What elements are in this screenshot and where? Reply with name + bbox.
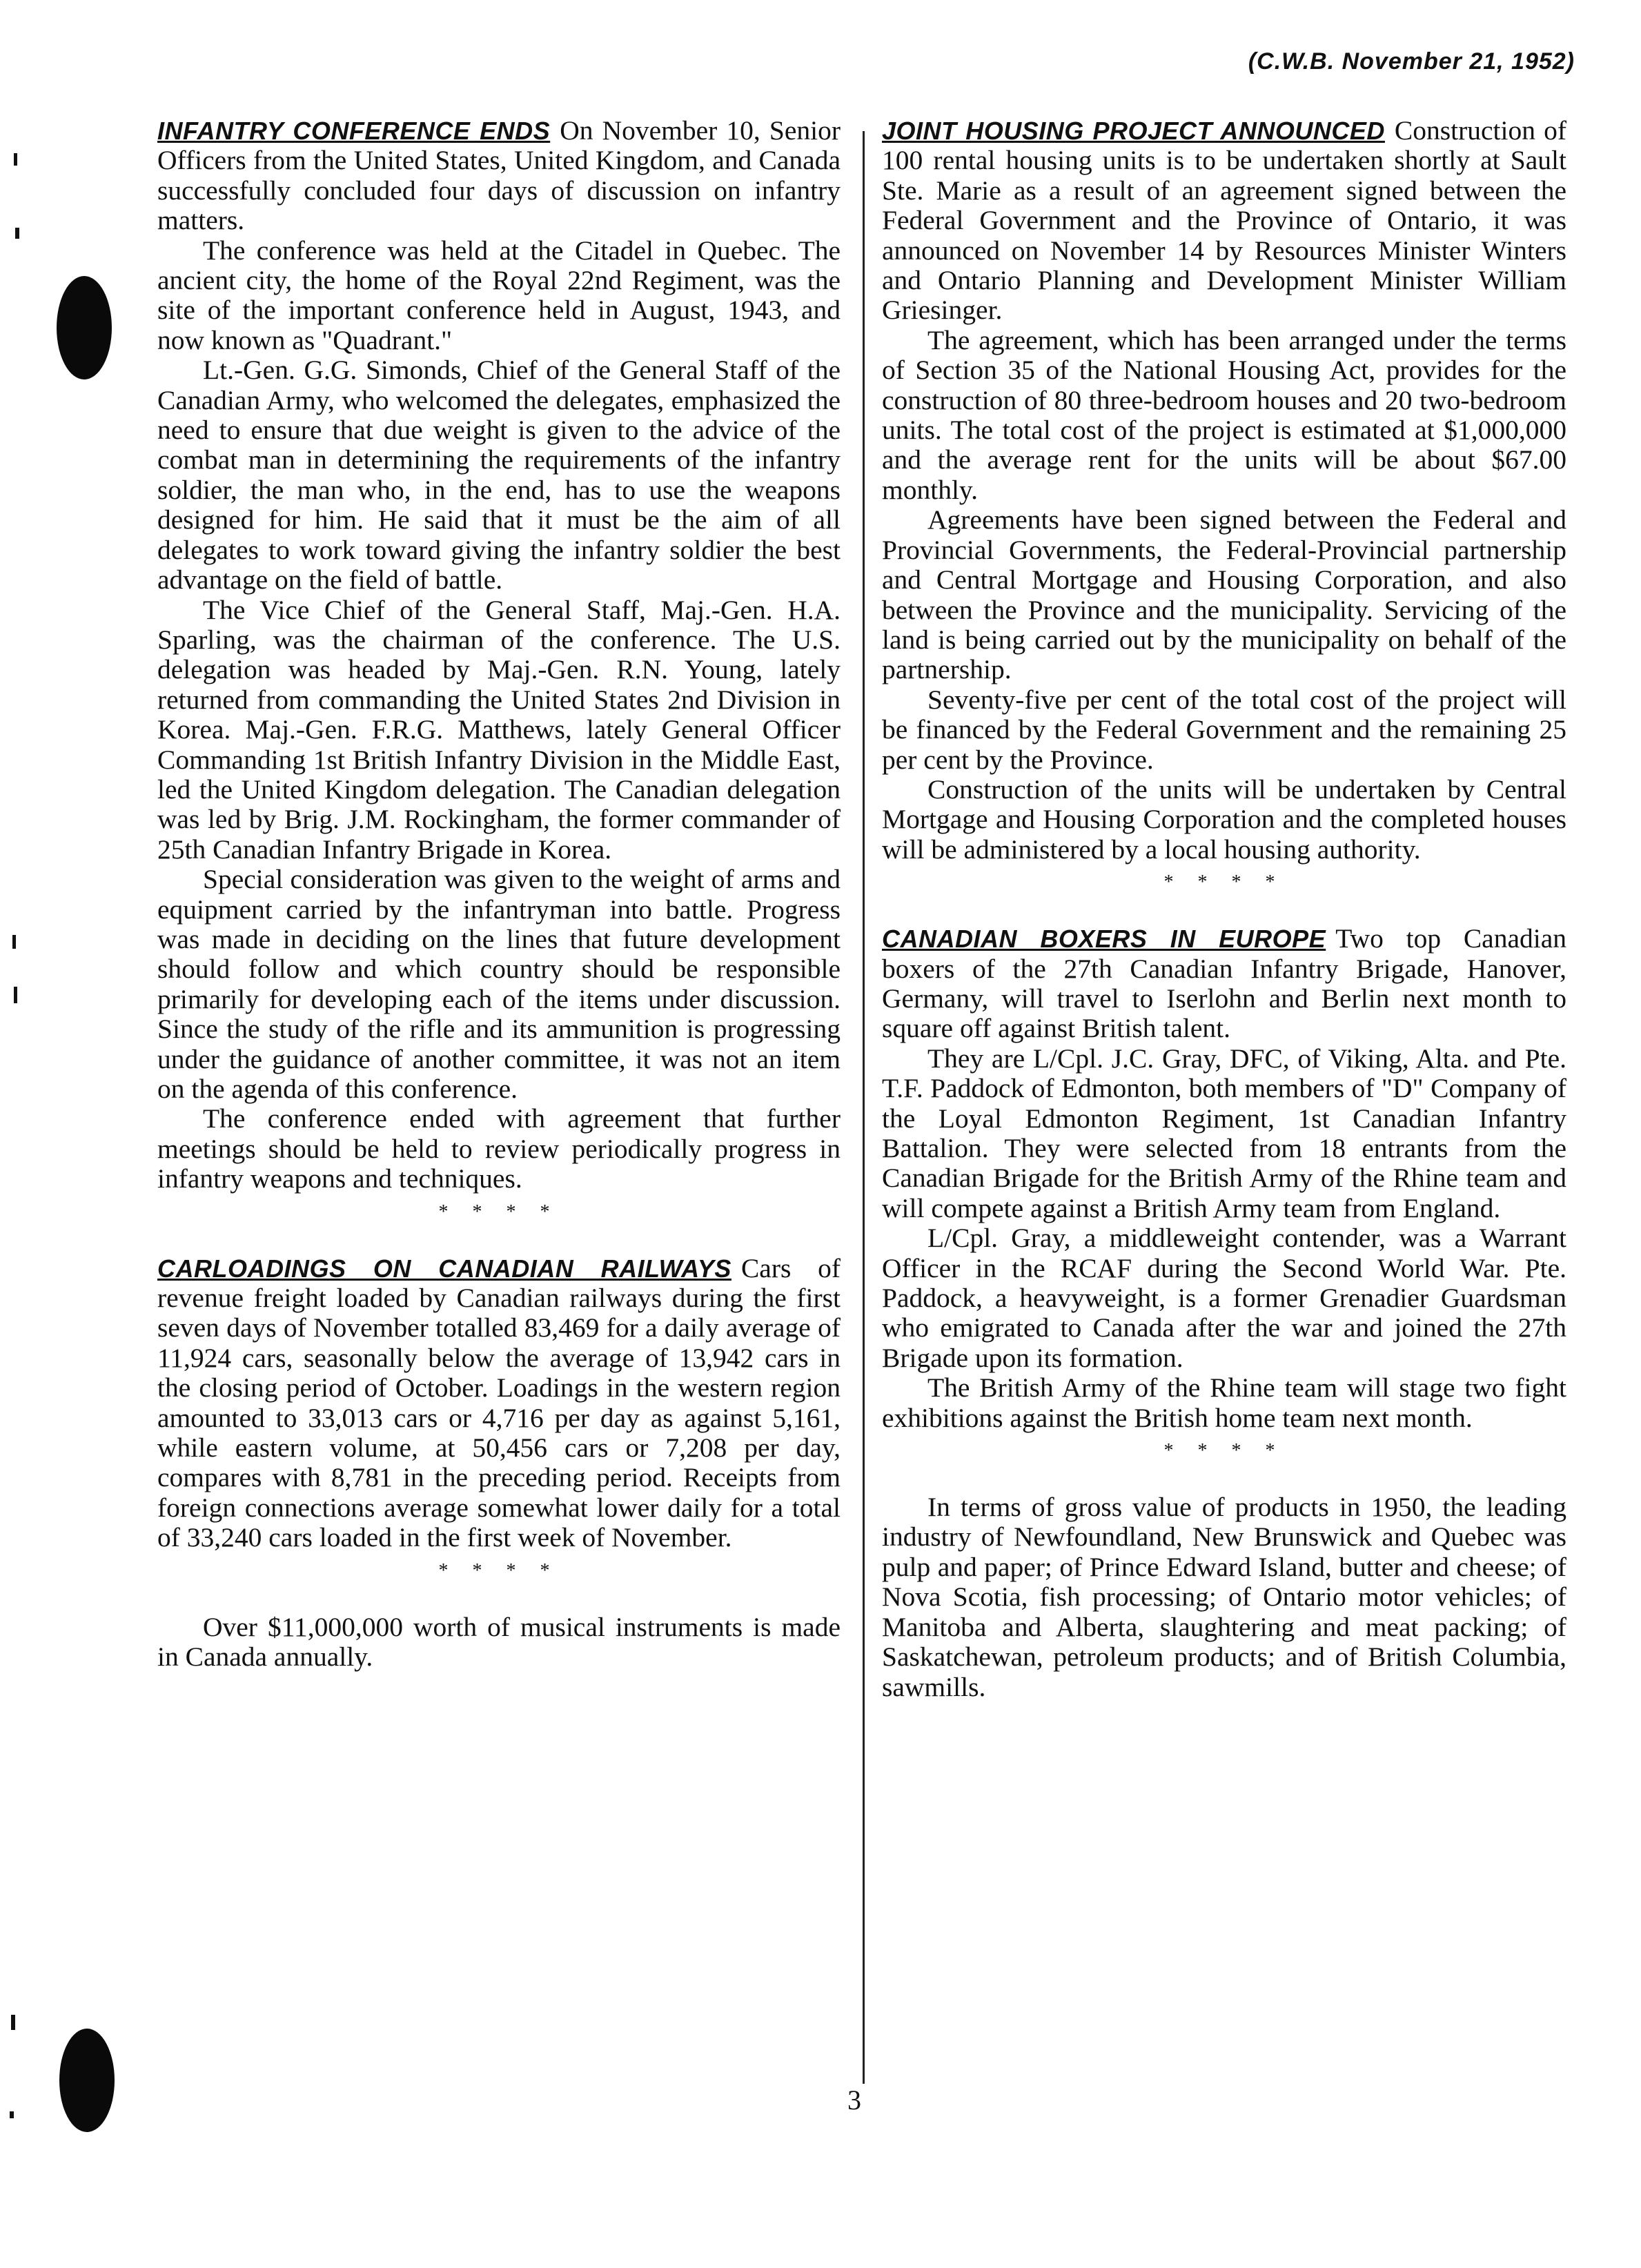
housing-paragraph-5: Construction of the units will be undertaken by Central Mortgage and Housing Corporation and the completed houses will be administered by a local housing authority. <box>882 773 1566 865</box>
infantry-paragraph-6: The conference ended with agreement that further meetings should be held to review periodically progress in infantry weapons and techniques. <box>157 1103 841 1194</box>
boxers-headline: CANADIAN BOXERS IN EUROPE <box>882 925 1326 954</box>
infantry-paragraph-4: The Vice Chief of the General Staff, Maj.-Gen. H.A. Sparling, was the chairman of the conference. The U.S. delegation was headed by Maj.-Gen. R.N. Young, lately returned from commanding the United States 2nd Division in Korea. Maj.-Gen. F.R.G. Matthews, lately General Officer Commanding 1st British Infantry Division in the Middle East, led the United Kingdom delegation. The Canadian delegation was led by Brig. J.M. Rockingham, the former commander of 25th Canadian Infantry Brigade in Korea. <box>157 594 841 865</box>
article-musical-instruments <box>157 1613 841 1673</box>
section-separator: * * * * <box>438 1201 560 1223</box>
issue-header: (C.W.B. November 21, 1952) <box>1248 48 1575 75</box>
punch-hole-top <box>57 276 112 379</box>
right-column <box>882 116 1566 1702</box>
section-separator: * * * * <box>1163 1440 1285 1462</box>
section-separator: * * * * <box>1163 871 1285 894</box>
housing-paragraph-1 <box>882 116 1566 326</box>
left-column <box>157 116 841 1673</box>
boxers-paragraph-4: The British Army of the Rhine team will stage two fight exhibitions against the British home team next month. <box>882 1372 1566 1433</box>
infantry-paragraph-2: The conference was held at the Citadel in Quebec. The ancient city, the home of the Royal 22nd Regiment, was the site of the important conference held in August, 1943, and now known as "Quadrant." <box>157 235 841 355</box>
boxers-lead-text: Two top Canadian boxers of the 27th Canadian Infantry Brigade, Hanover, Germany, will travel to Iserlohn and Berlin next month to square off against British talent. <box>882 923 1566 1044</box>
article-leading-industries <box>882 1492 1566 1702</box>
carloadings-paragraph-1 <box>157 1254 841 1553</box>
section-separator: * * * * <box>438 1559 560 1581</box>
scan-speck <box>10 2111 14 2118</box>
page-number: 3 <box>847 2084 861 2116</box>
housing-paragraph-2: The agreement, which has been arranged under the terms of Section 35 of the National Housing Act, provides for the construction of 80 three-bedroom houses and 20 two-bedroom units. The total cost of the project is estimated at $1,000,000 and the average rent for the units will be about $67.00 monthly. <box>882 324 1566 505</box>
article-canadian-boxers <box>882 924 1566 1433</box>
article-infantry-conference <box>157 116 841 1194</box>
infantry-paragraph-5: Special consideration was given to the weight of arms and equipment carried by the infantryman into battle. Progress was made in deciding on the lines that future development should follow and which country should be responsible primarily for developing each of the items under discussion. Since the study of the rifle and its ammunition is progressing under the guidance of another committee, it was not an item on the agenda of this conference. <box>157 864 841 1104</box>
scan-speck <box>12 935 16 949</box>
boxers-paragraph-2: They are L/Cpl. J.C. Gray, DFC, of Viking, Alta. and Pte. T.F. Paddock of Edmonton, both members of "D" Company of the Loyal Edmonton Regiment, 1st Canadian Infantry Battalion. They were selected from 18 entrants from the Canadian Brigade for the British Army of the Rhine team and will compete against a British Army team from England. <box>882 1043 1566 1223</box>
article-carloadings <box>157 1254 841 1553</box>
infantry-lead-text: On November 10, Senior Officers from the United States, United Kingdom, and Canada successfully concluded four days of discussion on infantry matters. <box>157 115 841 236</box>
housing-paragraph-4: Seventy-five per cent of the total cost of the project will be financed by the Federal Government and the remaining 25 per cent by the Province. <box>882 684 1566 775</box>
infantry-paragraph-3: Lt.-Gen. G.G. Simonds, Chief of the General Staff of the Canadian Army, who welcomed the delegates, emphasized the need to ensure that due weight is given to the advice of the combat man in determining the requirements of the infantry soldier, the man who, in the end, has to use the weapons designed for him. He said that it must be the aim of all delegates to work toward giving the infantry soldier the best advantage on the field of battle. <box>157 355 841 595</box>
industry-paragraph: In terms of gross value of products in 1950, the leading industry of Newfoundland, New Brunswick and Quebec was pulp and paper; of Prince Edward Island, butter and cheese; of Nova Scotia, fish processing; of Ontario motor vehicles; of Manitoba and Alberta, slaughtering and meat packing; of Saskatchewan, petroleum products; and of British Columbia, sawmills. <box>882 1492 1566 1702</box>
scan-speck <box>14 153 17 166</box>
scan-speck <box>11 2015 15 2030</box>
infantry-paragraph-1 <box>157 116 841 236</box>
carloadings-lead-text: Cars of revenue freight loaded by Canadian railways during the first seven days of November totalled 83,469 for a daily average of 11,924 cars, seasonally below the average of 13,942 cars in the closing period of October. Loadings in the western region amounted to 33,013 cars or 4,716 per day as against 5,161, while eastern volume, at 50,456 cars or 7,208 per day, compares with 8,781 in the preceding period. Receipts from foreign connections average somewhat lower daily for a total of 33,240 cars loaded in the first week of November. <box>157 1252 841 1553</box>
musical-paragraph: Over $11,000,000 worth of musical instruments is made in Canada annually. <box>157 1611 841 1673</box>
housing-headline: JOINT HOUSING PROJECT ANNOUNCED <box>882 117 1385 145</box>
punch-hole-bottom <box>59 2029 115 2132</box>
infantry-headline: INFANTRY CONFERENCE ENDS <box>157 117 551 145</box>
housing-paragraph-3: Agreements have been signed between the Federal and Provincial Governments, the Federal-Provincial partnership and Central Mortgage and Housing Corporation, and also between the Province and the municipality. Servicing of the land is being carried out by the municipality on behalf of the partnership. <box>882 504 1566 685</box>
carloadings-headline: CARLOADINGS ON CANADIAN RAILWAYS <box>157 1254 731 1283</box>
scan-speck <box>15 228 19 239</box>
column-divider <box>863 131 865 2084</box>
boxers-paragraph-1 <box>882 924 1566 1044</box>
article-joint-housing <box>882 116 1566 865</box>
boxers-paragraph-3: L/Cpl. Gray, a middleweight contender, was a Warrant Officer in the RCAF during the Second World War. Pte. Paddock, a heavyweight, is a former Grenadier Guardsman who emigrated to Canada after the war and joined the 27th Brigade upon its formation. <box>882 1223 1566 1373</box>
scan-speck <box>14 987 17 1003</box>
housing-lead-text: Construction of 100 rental housing units is to be undertaken shortly at Sault Ste. Marie as a result of an agreement signed between the Federal Government and the Province of Ontario, it was announced on November 14 by Resources Minister Winters and Ontario Planning and Development Minister William Griesinger. <box>882 115 1567 326</box>
